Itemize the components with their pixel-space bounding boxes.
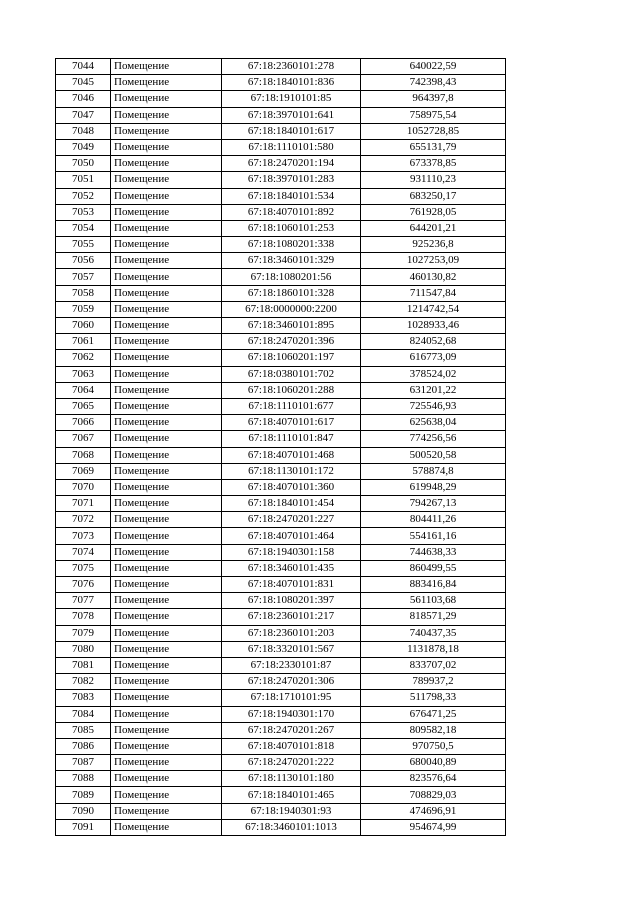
cadastral-value-cell: 931110,23 (361, 172, 506, 188)
row-number-cell: 7080 (56, 641, 111, 657)
cadastral-number-cell: 67:18:3460101:329 (222, 253, 361, 269)
object-type-cell: Помещение (111, 544, 222, 560)
object-type-cell: Помещение (111, 738, 222, 754)
table-row (56, 577, 506, 593)
table-row (56, 382, 506, 398)
object-type-cell: Помещение (111, 577, 222, 593)
row-number-cell: 7051 (56, 172, 111, 188)
row-number-cell: 7066 (56, 415, 111, 431)
table-row (56, 447, 506, 463)
cadastral-number-cell: 67:18:1110101:677 (222, 398, 361, 414)
row-number-cell: 7069 (56, 463, 111, 479)
table-row (56, 139, 506, 155)
cadastral-number-cell: 67:18:1840101:534 (222, 188, 361, 204)
cadastral-value-cell: 1131878,18 (361, 641, 506, 657)
row-number-cell: 7070 (56, 479, 111, 495)
cadastral-value-cell: 954674,99 (361, 819, 506, 835)
cadastral-value-cell: 804411,26 (361, 512, 506, 528)
object-type-cell: Помещение (111, 415, 222, 431)
cadastral-value-cell: 860499,55 (361, 560, 506, 576)
row-number-cell: 7052 (56, 188, 111, 204)
table-row (56, 690, 506, 706)
cadastral-number-cell: 67:18:1840101:617 (222, 123, 361, 139)
cadastral-number-cell: 67:18:2360101:278 (222, 59, 361, 75)
cadastral-number-cell: 67:18:1940301:158 (222, 544, 361, 560)
table-row (56, 220, 506, 236)
row-number-cell: 7059 (56, 301, 111, 317)
object-type-cell: Помещение (111, 318, 222, 334)
cadastral-value-cell: 774256,56 (361, 431, 506, 447)
object-type-cell: Помещение (111, 593, 222, 609)
object-type-cell: Помещение (111, 431, 222, 447)
row-number-cell: 7073 (56, 528, 111, 544)
row-number-cell: 7087 (56, 755, 111, 771)
cadastral-number-cell: 67:18:3970101:641 (222, 107, 361, 123)
table-row (56, 609, 506, 625)
cadastral-value-cell: 708829,03 (361, 787, 506, 803)
cadastral-number-cell: 67:18:0380101:702 (222, 366, 361, 382)
cadastral-number-cell: 67:18:2360101:217 (222, 609, 361, 625)
object-type-cell: Помещение (111, 657, 222, 673)
cadastral-value-cell: 809582,18 (361, 722, 506, 738)
property-table-body (56, 59, 506, 836)
cadastral-value-cell: 789937,2 (361, 674, 506, 690)
table-row (56, 787, 506, 803)
object-type-cell: Помещение (111, 269, 222, 285)
object-type-cell: Помещение (111, 285, 222, 301)
row-number-cell: 7090 (56, 803, 111, 819)
table-row (56, 156, 506, 172)
table-row (56, 479, 506, 495)
table-row (56, 285, 506, 301)
row-number-cell: 7053 (56, 204, 111, 220)
object-type-cell: Помещение (111, 91, 222, 107)
table-row (56, 301, 506, 317)
object-type-cell: Помещение (111, 706, 222, 722)
cadastral-value-cell: 761928,05 (361, 204, 506, 220)
cadastral-value-cell: 655131,79 (361, 139, 506, 155)
row-number-cell: 7074 (56, 544, 111, 560)
cadastral-number-cell: 67:18:1940301:170 (222, 706, 361, 722)
row-number-cell: 7057 (56, 269, 111, 285)
object-type-cell: Помещение (111, 204, 222, 220)
row-number-cell: 7045 (56, 75, 111, 91)
cadastral-number-cell: 67:18:1080201:56 (222, 269, 361, 285)
object-type-cell: Помещение (111, 755, 222, 771)
object-type-cell: Помещение (111, 156, 222, 172)
cadastral-number-cell: 67:18:3460101:435 (222, 560, 361, 576)
cadastral-number-cell: 67:18:0000000:2200 (222, 301, 361, 317)
table-row (56, 188, 506, 204)
cadastral-value-cell: 964397,8 (361, 91, 506, 107)
cadastral-number-cell: 67:18:2470201:222 (222, 755, 361, 771)
table-row (56, 253, 506, 269)
cadastral-number-cell: 67:18:2470201:194 (222, 156, 361, 172)
cadastral-number-cell: 67:18:3970101:283 (222, 172, 361, 188)
table-row (56, 415, 506, 431)
object-type-cell: Помещение (111, 771, 222, 787)
table-row (56, 463, 506, 479)
cadastral-number-cell: 67:18:1060201:197 (222, 350, 361, 366)
table-row (56, 75, 506, 91)
cadastral-value-cell: 511798,33 (361, 690, 506, 706)
cadastral-number-cell: 67:18:1060101:253 (222, 220, 361, 236)
cadastral-number-cell: 67:18:3460101:1013 (222, 819, 361, 835)
table-row (56, 350, 506, 366)
row-number-cell: 7062 (56, 350, 111, 366)
cadastral-value-cell: 680040,89 (361, 755, 506, 771)
object-type-cell: Помещение (111, 107, 222, 123)
row-number-cell: 7054 (56, 220, 111, 236)
table-row (56, 528, 506, 544)
row-number-cell: 7064 (56, 382, 111, 398)
cadastral-value-cell: 474696,91 (361, 803, 506, 819)
row-number-cell: 7075 (56, 560, 111, 576)
cadastral-number-cell: 67:18:2330101:87 (222, 657, 361, 673)
row-number-cell: 7077 (56, 593, 111, 609)
table-row (56, 318, 506, 334)
object-type-cell: Помещение (111, 674, 222, 690)
row-number-cell: 7046 (56, 91, 111, 107)
cadastral-value-cell: 1052728,85 (361, 123, 506, 139)
row-number-cell: 7088 (56, 771, 111, 787)
row-number-cell: 7076 (56, 577, 111, 593)
cadastral-number-cell: 67:18:4070101:892 (222, 204, 361, 220)
cadastral-value-cell: 460130,82 (361, 269, 506, 285)
table-row (56, 738, 506, 754)
cadastral-value-cell: 970750,5 (361, 738, 506, 754)
cadastral-value-cell: 616773,09 (361, 350, 506, 366)
cadastral-value-cell: 554161,16 (361, 528, 506, 544)
cadastral-value-cell: 500520,58 (361, 447, 506, 463)
cadastral-number-cell: 67:18:4070101:818 (222, 738, 361, 754)
table-row (56, 544, 506, 560)
object-type-cell: Помещение (111, 512, 222, 528)
row-number-cell: 7065 (56, 398, 111, 414)
table-row (56, 771, 506, 787)
object-type-cell: Помещение (111, 496, 222, 512)
object-type-cell: Помещение (111, 803, 222, 819)
cadastral-number-cell: 67:18:4070101:617 (222, 415, 361, 431)
cadastral-value-cell: 833707,02 (361, 657, 506, 673)
table-row (56, 334, 506, 350)
cadastral-number-cell: 67:18:3320101:567 (222, 641, 361, 657)
cadastral-value-cell: 561103,68 (361, 593, 506, 609)
row-number-cell: 7055 (56, 237, 111, 253)
row-number-cell: 7083 (56, 690, 111, 706)
table-row (56, 431, 506, 447)
cadastral-value-cell: 578874,8 (361, 463, 506, 479)
object-type-cell: Помещение (111, 334, 222, 350)
table-row (56, 59, 506, 75)
cadastral-number-cell: 67:18:1110101:580 (222, 139, 361, 155)
document-page (55, 58, 506, 836)
object-type-cell: Помещение (111, 641, 222, 657)
table-row (56, 819, 506, 835)
cadastral-value-cell: 1214742,54 (361, 301, 506, 317)
cadastral-value-cell: 625638,04 (361, 415, 506, 431)
cadastral-value-cell: 925236,8 (361, 237, 506, 253)
table-row (56, 657, 506, 673)
row-number-cell: 7048 (56, 123, 111, 139)
object-type-cell: Помещение (111, 463, 222, 479)
row-number-cell: 7050 (56, 156, 111, 172)
cadastral-value-cell: 883416,84 (361, 577, 506, 593)
object-type-cell: Помещение (111, 123, 222, 139)
cadastral-number-cell: 67:18:1910101:85 (222, 91, 361, 107)
cadastral-number-cell: 67:18:1840101:836 (222, 75, 361, 91)
cadastral-number-cell: 67:18:4070101:464 (222, 528, 361, 544)
table-row (56, 755, 506, 771)
cadastral-number-cell: 67:18:1080201:397 (222, 593, 361, 609)
table-row (56, 366, 506, 382)
table-row (56, 722, 506, 738)
cadastral-value-cell: 823576,64 (361, 771, 506, 787)
table-row (56, 204, 506, 220)
row-number-cell: 7085 (56, 722, 111, 738)
cadastral-number-cell: 67:18:1130101:172 (222, 463, 361, 479)
object-type-cell: Помещение (111, 188, 222, 204)
row-number-cell: 7091 (56, 819, 111, 835)
object-type-cell: Помещение (111, 447, 222, 463)
cadastral-number-cell: 67:18:1940301:93 (222, 803, 361, 819)
cadastral-value-cell: 640022,59 (361, 59, 506, 75)
cadastral-value-cell: 742398,43 (361, 75, 506, 91)
cadastral-value-cell: 794267,13 (361, 496, 506, 512)
cadastral-number-cell: 67:18:1060201:288 (222, 382, 361, 398)
object-type-cell: Помещение (111, 625, 222, 641)
table-row (56, 123, 506, 139)
row-number-cell: 7089 (56, 787, 111, 803)
cadastral-value-cell: 673378,85 (361, 156, 506, 172)
object-type-cell: Помещение (111, 139, 222, 155)
object-type-cell: Помещение (111, 382, 222, 398)
cadastral-number-cell: 67:18:4070101:360 (222, 479, 361, 495)
object-type-cell: Помещение (111, 172, 222, 188)
cadastral-value-cell: 744638,33 (361, 544, 506, 560)
table-row (56, 625, 506, 641)
table-row (56, 269, 506, 285)
row-number-cell: 7081 (56, 657, 111, 673)
cadastral-value-cell: 818571,29 (361, 609, 506, 625)
cadastral-number-cell: 67:18:2470201:306 (222, 674, 361, 690)
row-number-cell: 7078 (56, 609, 111, 625)
table-row (56, 512, 506, 528)
row-number-cell: 7082 (56, 674, 111, 690)
cadastral-number-cell: 67:18:1840101:465 (222, 787, 361, 803)
row-number-cell: 7044 (56, 59, 111, 75)
object-type-cell: Помещение (111, 690, 222, 706)
object-type-cell: Помещение (111, 560, 222, 576)
cadastral-number-cell: 67:18:1130101:180 (222, 771, 361, 787)
cadastral-number-cell: 67:18:4070101:831 (222, 577, 361, 593)
row-number-cell: 7084 (56, 706, 111, 722)
object-type-cell: Помещение (111, 479, 222, 495)
cadastral-number-cell: 67:18:2470201:227 (222, 512, 361, 528)
object-type-cell: Помещение (111, 350, 222, 366)
row-number-cell: 7061 (56, 334, 111, 350)
table-row (56, 706, 506, 722)
cadastral-number-cell: 67:18:2470201:267 (222, 722, 361, 738)
object-type-cell: Помещение (111, 301, 222, 317)
object-type-cell: Помещение (111, 398, 222, 414)
cadastral-number-cell: 67:18:1080201:338 (222, 237, 361, 253)
row-number-cell: 7060 (56, 318, 111, 334)
row-number-cell: 7068 (56, 447, 111, 463)
object-type-cell: Помещение (111, 528, 222, 544)
table-row (56, 398, 506, 414)
table-row (56, 172, 506, 188)
cadastral-value-cell: 644201,21 (361, 220, 506, 236)
cadastral-number-cell: 67:18:1110101:847 (222, 431, 361, 447)
object-type-cell: Помещение (111, 253, 222, 269)
object-type-cell: Помещение (111, 220, 222, 236)
cadastral-number-cell: 67:18:1710101:95 (222, 690, 361, 706)
table-row (56, 593, 506, 609)
cadastral-value-cell: 619948,29 (361, 479, 506, 495)
cadastral-number-cell: 67:18:1860101:328 (222, 285, 361, 301)
row-number-cell: 7067 (56, 431, 111, 447)
cadastral-number-cell: 67:18:2470201:396 (222, 334, 361, 350)
object-type-cell: Помещение (111, 366, 222, 382)
row-number-cell: 7063 (56, 366, 111, 382)
row-number-cell: 7047 (56, 107, 111, 123)
cadastral-value-cell: 1028933,46 (361, 318, 506, 334)
object-type-cell: Помещение (111, 819, 222, 835)
object-type-cell: Помещение (111, 787, 222, 803)
cadastral-value-cell: 725546,93 (361, 398, 506, 414)
cadastral-value-cell: 758975,54 (361, 107, 506, 123)
cadastral-value-cell: 740437,35 (361, 625, 506, 641)
object-type-cell: Помещение (111, 722, 222, 738)
row-number-cell: 7079 (56, 625, 111, 641)
property-table (55, 58, 506, 836)
table-row (56, 674, 506, 690)
object-type-cell: Помещение (111, 59, 222, 75)
cadastral-value-cell: 711547,84 (361, 285, 506, 301)
cadastral-value-cell: 378524,02 (361, 366, 506, 382)
table-row (56, 496, 506, 512)
object-type-cell: Помещение (111, 75, 222, 91)
row-number-cell: 7086 (56, 738, 111, 754)
cadastral-value-cell: 683250,17 (361, 188, 506, 204)
table-row (56, 641, 506, 657)
row-number-cell: 7049 (56, 139, 111, 155)
cadastral-number-cell: 67:18:3460101:895 (222, 318, 361, 334)
cadastral-number-cell: 67:18:1840101:454 (222, 496, 361, 512)
cadastral-value-cell: 824052,68 (361, 334, 506, 350)
object-type-cell: Помещение (111, 609, 222, 625)
cadastral-number-cell: 67:18:2360101:203 (222, 625, 361, 641)
cadastral-value-cell: 631201,22 (361, 382, 506, 398)
row-number-cell: 7056 (56, 253, 111, 269)
cadastral-value-cell: 676471,25 (361, 706, 506, 722)
row-number-cell: 7058 (56, 285, 111, 301)
table-row (56, 560, 506, 576)
row-number-cell: 7072 (56, 512, 111, 528)
table-row (56, 91, 506, 107)
table-row (56, 237, 506, 253)
object-type-cell: Помещение (111, 237, 222, 253)
row-number-cell: 7071 (56, 496, 111, 512)
table-row (56, 803, 506, 819)
table-row (56, 107, 506, 123)
cadastral-value-cell: 1027253,09 (361, 253, 506, 269)
cadastral-number-cell: 67:18:4070101:468 (222, 447, 361, 463)
